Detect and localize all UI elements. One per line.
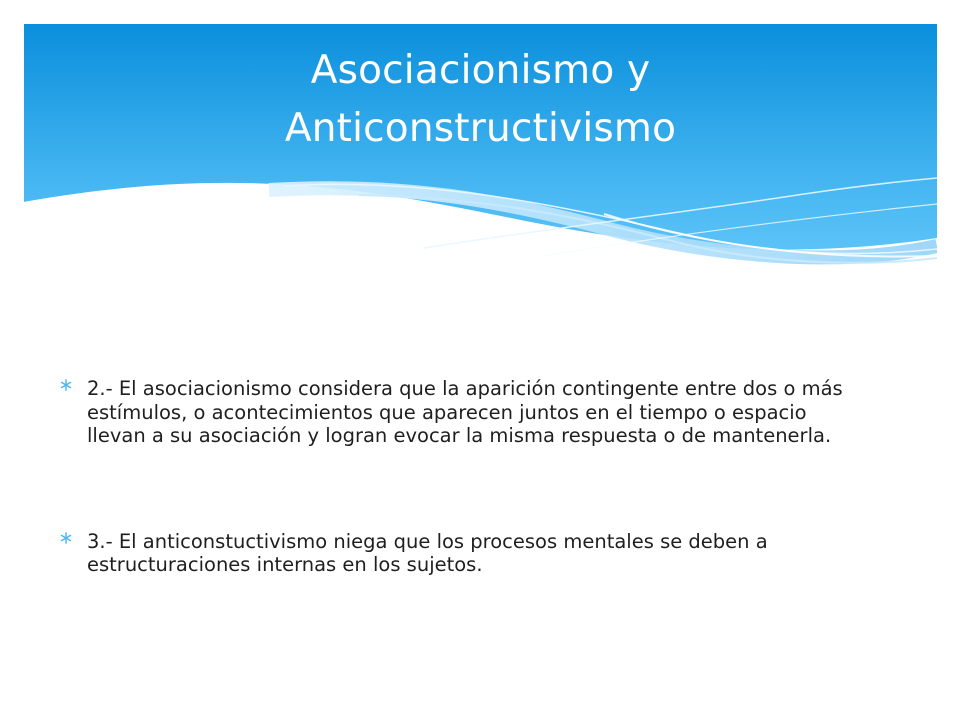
bullet-item <box>60 377 850 448</box>
asterisk-bullet-icon <box>60 532 72 544</box>
bullet-item <box>60 530 850 577</box>
bullet-list <box>60 377 850 577</box>
slide-title <box>24 42 937 158</box>
bullet-text: 3.- El anticonstuctivismo niega que los procesos mentales se deben a estructuraciones internas en los sujetos. <box>87 529 768 576</box>
slide-title-line-2: Anticonstructivismo <box>284 106 677 151</box>
slide-title-line-1: Asociacionismo y <box>310 48 651 93</box>
bullet-text: 2.- El asociacionismo considera que la aparición contingente entre dos o más estímulos, o acontecimientos que aparecen juntos en el tiempo o espacio llevan a su asociación y logran evocar la misma respuesta o de mantenerla. <box>87 377 843 447</box>
asterisk-bullet-icon <box>60 379 72 391</box>
